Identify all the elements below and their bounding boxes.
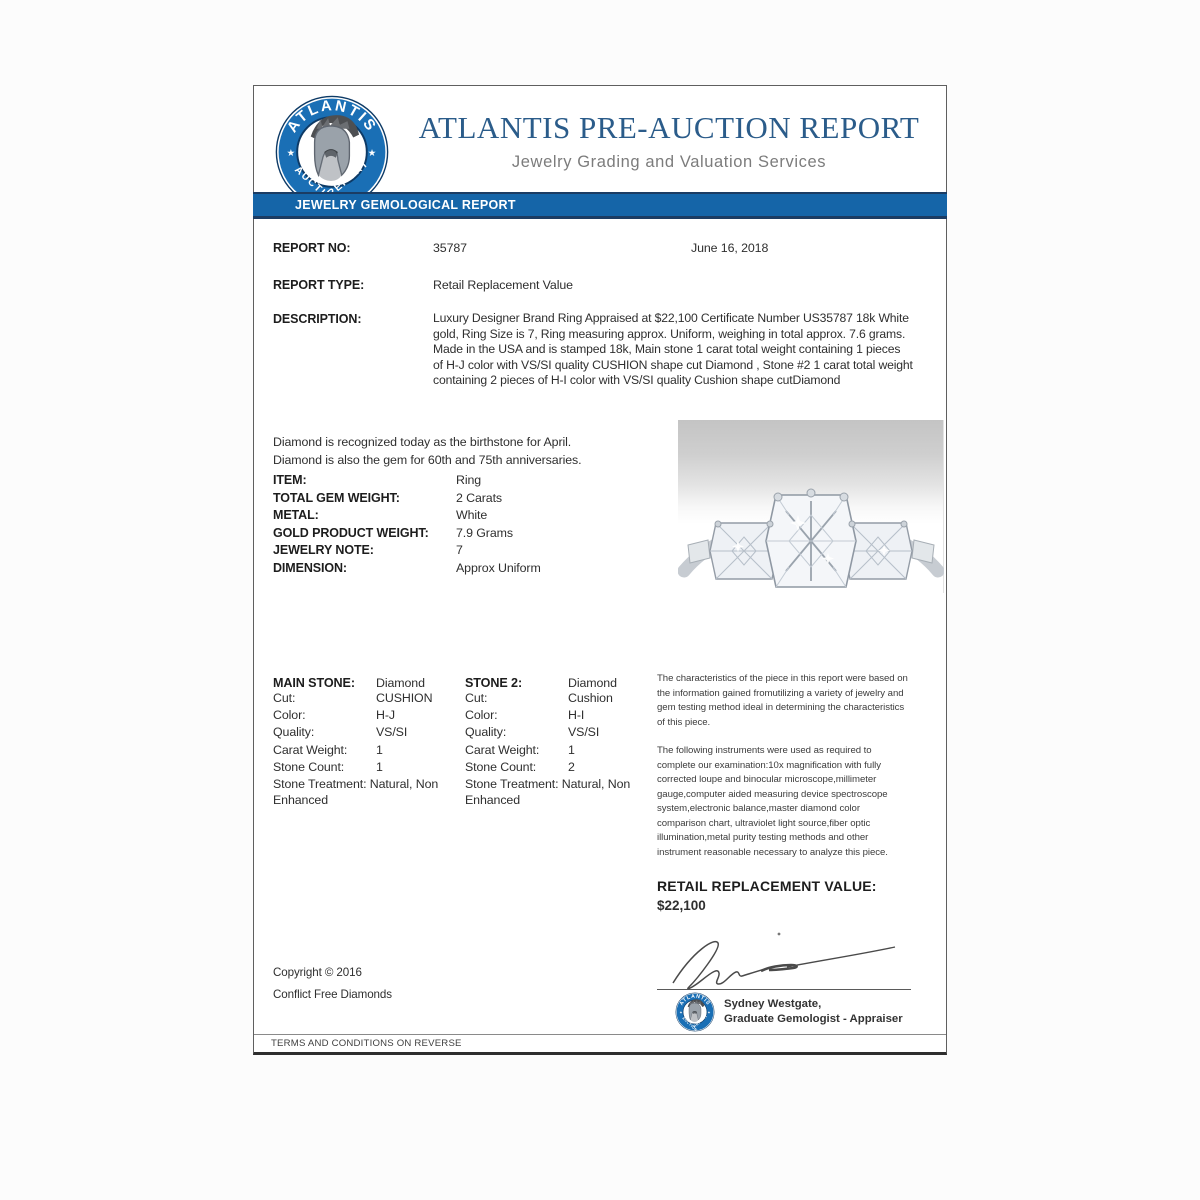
stone-attr-value: Natural, Non Enhanced [465, 777, 631, 807]
item-label: TOTAL GEM WEIGHT: [273, 490, 400, 505]
stone-attr-value: VS/SI [568, 725, 600, 740]
stone-attr-value: VS/SI [376, 725, 408, 740]
section-banner: JEWELRY GEMOLOGICAL REPORT [253, 192, 947, 219]
stone-row [465, 759, 655, 776]
characteristics-paragraph: The following instruments were used as required to complete our examination:10x magnification with fully corrected loupe and binocular microscope,millimeter gauge,computer aided measuring device spectroscope system,electronic balance,master diamond color comparison chart, ultraviolet light source,fiber optic illumination,metal purity testing methods and other instrument reasonable necessary to analyze this piece. [657, 745, 888, 858]
stone-attr-value: H-I [568, 708, 585, 723]
stone-attr-label: Cut: [465, 691, 488, 705]
copyright-text: Copyright © 2016 [273, 966, 362, 979]
item-label: METAL: [273, 508, 319, 523]
stone-row [273, 742, 463, 759]
stone-attr-label: Stone Treatment: [273, 777, 367, 792]
item-value: 7 [456, 543, 463, 558]
item-label: JEWELRY NOTE: [273, 543, 374, 558]
signature-line [657, 989, 911, 990]
valuation-label: RETAIL REPLACEMENT VALUE: [657, 878, 877, 894]
stone-attr-value: 1 [376, 742, 383, 757]
stone-row [465, 690, 655, 707]
page-subtitle: Jewelry Grading and Valuation Services [511, 153, 827, 171]
footer-divider [254, 1034, 946, 1035]
description-text: Luxury Designer Brand Ring Appraised at $22,100 Certificate Number US35787 18k White gold, Ring Size is 7, Ring measuring approx. Uniform, weighing in total approx. 7.6 grams. Made in the USA and is stamped 18k, Main stone 1 carat total weight containing 1 pieces of H-J color with VS/SI quality CUSHION shape cut Diamond , Stone #2 1 carat total weight containing 2 pieces of H-I color with VS/SI quality Cushion shape cutDiamond [433, 311, 913, 388]
table-row [273, 508, 673, 526]
gem-fact-line: Diamond is recognized today as the birthstone for April. [273, 435, 572, 449]
stone-row [465, 724, 655, 741]
description-label: DESCRIPTION: [273, 312, 362, 326]
stone-row [273, 707, 463, 724]
item-value: 7.9 Grams [456, 525, 513, 540]
stone-attr-label: Color: [465, 708, 498, 723]
stone-attr-value: Natural, Non Enhanced [273, 777, 439, 807]
report-date: June 16, 2018 [691, 241, 769, 255]
signature-scribble-icon [657, 929, 911, 991]
item-label: GOLD PRODUCT WEIGHT: [273, 525, 429, 540]
signature-block [657, 929, 911, 1032]
ring-photo [678, 420, 944, 593]
stone-attr-label: Quality: [273, 725, 315, 740]
characteristics-notes [657, 672, 910, 860]
page-title: ATLANTIS PRE-AUCTION REPORT [418, 110, 920, 145]
table-row [273, 561, 673, 579]
stone-attr-value: 1 [568, 742, 575, 757]
characteristics-paragraph: The characteristics of the piece in this report were based on the information gained fromutilizing a variety of jewelry and gem testing method ideal in determining the characteristics of this piece. [657, 673, 908, 728]
three-stone-ring-illustration [678, 453, 944, 593]
terms-note: TERMS AND CONDITIONS ON REVERSE [271, 1038, 462, 1049]
stone-attr-value: 2 [568, 759, 575, 774]
retail-replacement-value [657, 878, 877, 913]
stone-treatment [465, 777, 655, 808]
stone-attr-label: Cut: [273, 691, 296, 705]
main-stone-heading: MAIN STONE: [273, 676, 355, 690]
stone2-type: Diamond [568, 676, 617, 690]
stone-attr-label: Stone Count: [273, 759, 345, 774]
item-label: ITEM: [273, 473, 307, 487]
stone-attr-label: Carat Weight: [465, 742, 540, 757]
item-label: DIMENSION: [273, 560, 348, 575]
atlantis-badge-small-icon [675, 992, 715, 1032]
header-titles [404, 110, 934, 172]
report-no-label: REPORT NO: [273, 241, 351, 255]
table-row [273, 526, 673, 544]
stone-row [465, 742, 655, 759]
stone-treatment [273, 777, 463, 808]
conflict-free-text: Conflict Free Diamonds [273, 988, 392, 1001]
report-type-value: Retail Replacement Value [433, 278, 573, 292]
report-page [253, 85, 947, 1055]
main-stone-type: Diamond [376, 676, 425, 690]
stone-attr-label: Carat Weight: [273, 742, 348, 757]
report-type-label: REPORT TYPE: [273, 278, 365, 292]
report-no-value: 35787 [433, 241, 467, 255]
stone-attr-label: Stone Treatment: [465, 777, 559, 792]
stone-row [465, 707, 655, 724]
item-value: White [456, 508, 488, 523]
appraiser-title: Graduate Gemologist - Appraiser [724, 1013, 903, 1025]
item-value: 2 Carats [456, 490, 503, 505]
stone-attr-label: Quality: [465, 725, 507, 740]
appraiser-name: Sydney Westgate, [724, 998, 822, 1010]
item-value: Ring [456, 473, 482, 487]
stone-attr-label: Color: [273, 708, 306, 723]
item-value: Approx Uniform [456, 560, 541, 575]
stone-row [273, 690, 463, 707]
stone-attr-value: 1 [376, 759, 383, 774]
stone-row [273, 724, 463, 741]
table-row [273, 491, 673, 509]
item-details-table [273, 473, 673, 579]
stone-attr-value: Cushion [568, 691, 613, 705]
stone2-heading: STONE 2: [465, 676, 523, 690]
table-row [273, 473, 673, 491]
main-stone-panel [273, 676, 463, 808]
gem-fact-line: Diamond is also the gem for 60th and 75th anniversaries. [273, 453, 582, 467]
stone2-panel [465, 676, 655, 808]
stone-row [273, 759, 463, 776]
table-row [273, 543, 673, 561]
gem-facts [273, 433, 581, 469]
stone-attr-value: CUSHION [376, 691, 433, 705]
stone-attr-value: H-J [376, 708, 395, 723]
stone-attr-label: Stone Count: [465, 759, 537, 774]
valuation-amount: $22,100 [657, 898, 706, 913]
